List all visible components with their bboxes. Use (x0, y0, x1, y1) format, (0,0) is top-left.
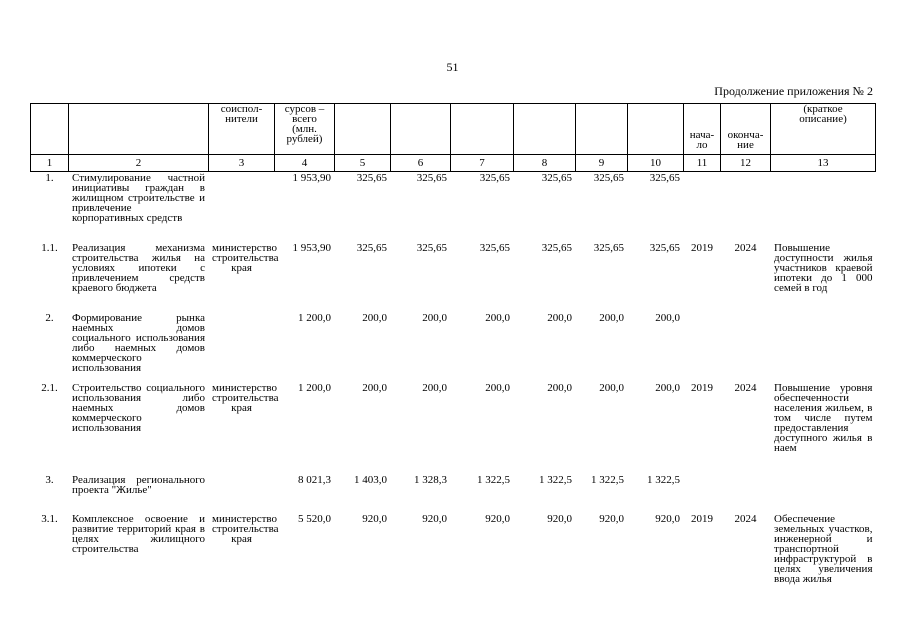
header-cell-8 (514, 104, 576, 155)
header-start: нача- ло (684, 104, 721, 155)
program-table (30, 103, 876, 605)
row-number: 1. (45, 172, 54, 184)
row-name: Строительство социального использования либо наемных домов коммерческого использования (72, 381, 205, 434)
row-executors (209, 474, 275, 513)
row-start (684, 312, 721, 382)
page-number: 51 (446, 60, 459, 74)
row-description: Повышение доступности жилья участников краевой ипотеки до 1 000 семей в год (774, 241, 873, 294)
column-number: 10 (628, 155, 684, 172)
row-executors: министерство строительства края (212, 381, 279, 414)
row-year-value: 200,0 (422, 381, 447, 394)
row-description: Повышение уровня обеспеченности населения жильем, в том числе путем предоставления доступного жилья в наем (774, 381, 873, 454)
column-number: 7 (451, 155, 514, 172)
row-year-value: 200,0 (599, 381, 624, 394)
row-year-value: 200,0 (362, 381, 387, 394)
row-year-value: 325,65 (356, 172, 387, 184)
table-row (31, 172, 876, 242)
row-total: 1 953,90 (292, 172, 331, 184)
column-number: 12 (721, 155, 771, 172)
row-year-value: 200,0 (655, 381, 680, 394)
row-year-value: 1 403,0 (354, 473, 387, 486)
column-number: 3 (209, 155, 275, 172)
row-name: Реализация механизма строительства жилья на условиях ипотеки с привлечением средств краевого бюджета (72, 241, 205, 294)
row-start (684, 474, 721, 513)
row-start (684, 172, 721, 242)
table-row (31, 382, 876, 474)
row-year-value: 200,0 (547, 381, 572, 394)
column-number: 9 (576, 155, 628, 172)
row-year-value: 1 322,5 (539, 473, 572, 486)
row-start: 2019 (691, 381, 713, 394)
header-row (31, 104, 876, 155)
column-number: 5 (335, 155, 391, 172)
row-year-value: 325,65 (541, 172, 572, 184)
row-year-value: 1 322,5 (477, 473, 510, 486)
row-year-value: 325,65 (479, 172, 510, 184)
row-executors (209, 312, 275, 382)
row-total: 8 021,3 (298, 473, 331, 486)
header-cell-6 (391, 104, 451, 155)
row-end (721, 312, 771, 382)
column-number: 11 (684, 155, 721, 172)
row-description (771, 172, 876, 242)
row-year-value: 200,0 (485, 311, 510, 324)
row-description: Обеспечение земельных участков, инженерной и транспортной инфраструктурой в целях увеличения ввода жилья (774, 512, 873, 585)
row-year-value: 1 322,5 (647, 473, 680, 486)
column-number: 6 (391, 155, 451, 172)
row-description (771, 474, 876, 513)
row-description (771, 312, 876, 382)
row-year-value: 200,0 (362, 311, 387, 324)
column-number: 2 (69, 155, 209, 172)
header-cell-7 (451, 104, 514, 155)
row-year-value: 920,0 (655, 512, 680, 525)
column-number: 13 (771, 155, 876, 172)
row-executors (209, 172, 275, 242)
row-number: 2. (45, 311, 54, 324)
table-row (31, 312, 876, 382)
row-end (721, 474, 771, 513)
table-row (31, 242, 876, 312)
row-year-value: 920,0 (599, 512, 624, 525)
row-number: 3. (45, 473, 54, 486)
row-year-value: 200,0 (485, 381, 510, 394)
row-number: 3.1. (41, 512, 58, 525)
table-row (31, 513, 876, 605)
row-executors: министерство строительства края (212, 512, 279, 545)
row-year-value: 920,0 (485, 512, 510, 525)
column-number: 8 (514, 155, 576, 172)
row-executors: министерство строительства края (212, 241, 279, 274)
row-end: 2024 (734, 241, 757, 254)
row-number: 1.1. (41, 241, 58, 254)
row-name: Формирование рынка наемных домов социального использования либо наемных домов коммерческого использования (72, 311, 205, 374)
row-year-value: 200,0 (422, 311, 447, 324)
row-total: 1 953,90 (292, 241, 331, 254)
row-year-value: 325,65 (649, 241, 680, 254)
row-year-value: 920,0 (422, 512, 447, 525)
row-number: 2.1. (41, 381, 58, 394)
row-year-value: 920,0 (362, 512, 387, 525)
row-year-value: 325,65 (541, 241, 572, 254)
row-year-value: 325,65 (479, 241, 510, 254)
row-year-value: 1 328,3 (414, 473, 447, 486)
header-end: оконча- ние (721, 104, 771, 155)
row-year-value: 325,65 (356, 241, 387, 254)
row-end: 2024 (734, 381, 757, 394)
header-cell-2 (69, 104, 209, 155)
row-year-value: 920,0 (547, 512, 572, 525)
row-year-value: 325,65 (593, 241, 624, 254)
header-cell-9 (576, 104, 628, 155)
row-name: Комплексное освоение и развитие территорий края в целях жилищного строительства (72, 512, 205, 555)
row-start: 2019 (691, 512, 713, 525)
column-number: 4 (275, 155, 335, 172)
header-co-executors: соиспол- нители (209, 104, 275, 155)
row-total: 5 520,0 (298, 512, 331, 525)
table-row (31, 474, 876, 513)
row-total: 1 200,0 (298, 311, 331, 324)
row-end: 2024 (734, 512, 757, 525)
column-number: 1 (31, 155, 69, 172)
header-cell-1 (31, 104, 69, 155)
row-year-value: 200,0 (655, 311, 680, 324)
appendix-continuation-note: Продолжение приложения № 2 (714, 84, 873, 98)
row-year-value: 1 322,5 (591, 473, 624, 486)
row-year-value: 325,65 (649, 172, 680, 184)
row-start: 2019 (691, 241, 713, 254)
row-year-value: 325,65 (593, 172, 624, 184)
row-end (721, 172, 771, 242)
row-year-value: 325,65 (416, 241, 447, 254)
row-total: 1 200,0 (298, 381, 331, 394)
header-description: (краткое описание) (771, 104, 876, 155)
row-year-value: 200,0 (547, 311, 572, 324)
row-name: Реализация регионального проекта "Жилье" (72, 473, 205, 496)
row-year-value: 325,65 (416, 172, 447, 184)
column-number-row (31, 155, 876, 172)
row-year-value: 200,0 (599, 311, 624, 324)
header-resources-total: сурсов – всего (млн. рублей) (275, 104, 335, 155)
header-cell-5 (335, 104, 391, 155)
header-cell-10 (628, 104, 684, 155)
row-name: Стимулирование частной инициативы граждан в жилищном строительстве и привлечение корпоративных средств (72, 172, 205, 224)
